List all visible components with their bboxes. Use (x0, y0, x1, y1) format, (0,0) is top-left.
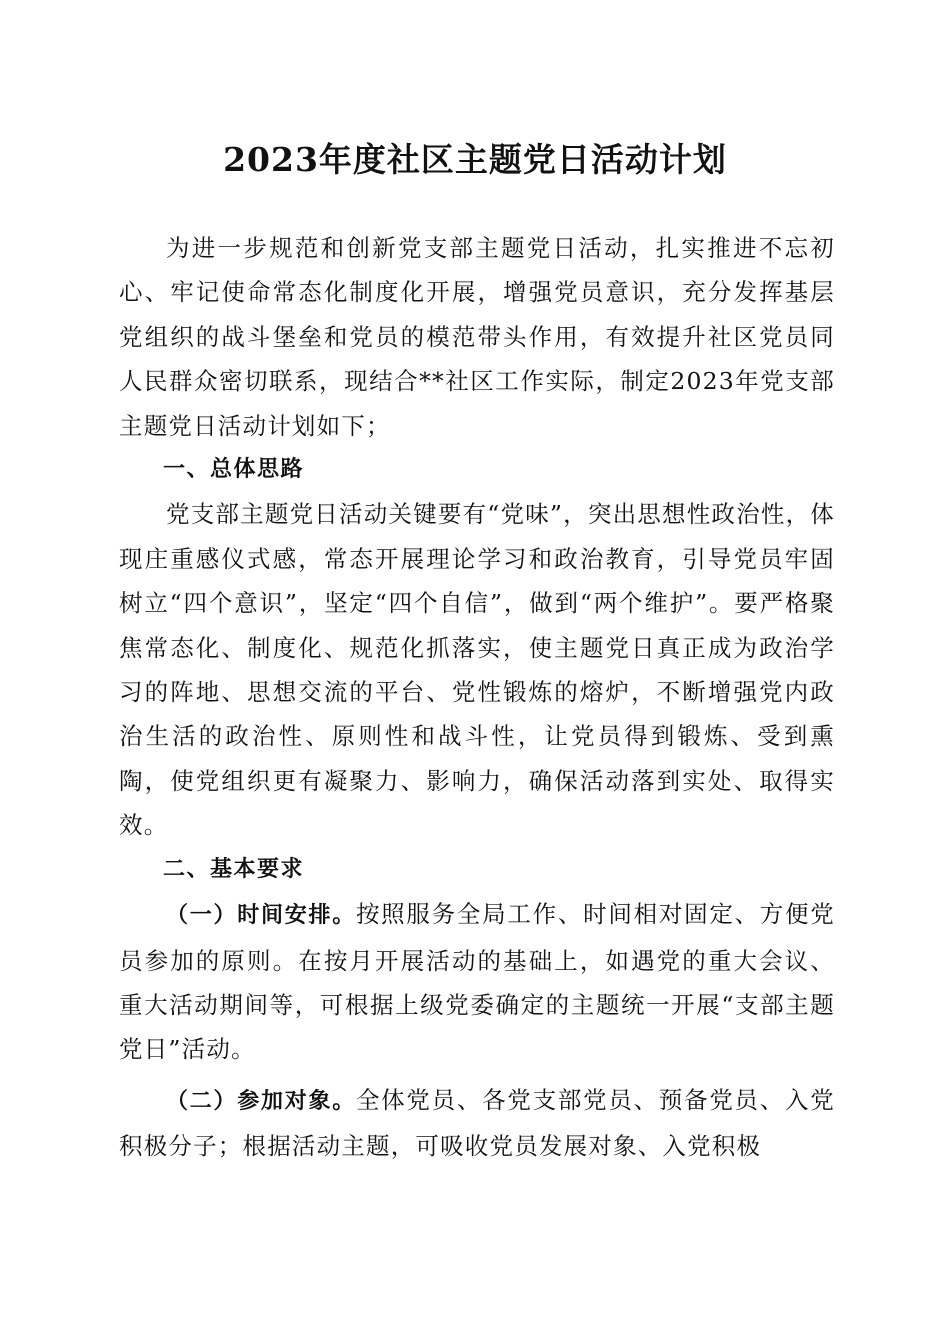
time-arrangement-lead: （一）时间安排。 (166, 903, 356, 929)
time-arrangement-text: 按照服务全局工作、时间相对固定、方便党员参加的原则。在按月开展活动的基础上，如遇党的重大会议、重大活动期间等，可根据上级党委确定的主题统一开展“支部主题党日”活动。 (119, 900, 835, 1064)
intro-paragraph: 为进一步规范和创新党支部主题党日活动，扎实推进不忘初心、牢记使命常态化制度化开展，增强党员意识，充分发挥基层党组织的战斗堡垒和党员的模范带头作用，有效提升社区党员同人民群众密切联系，现结合**社区工作实际，制定2023年党支部主题党日活动计划如下； (119, 234, 835, 440)
section-heading-overall-idea: 一、总体思路 (163, 457, 305, 483)
participants-paragraph (119, 1078, 835, 1169)
participants-lead: （二）参加对象。 (166, 1088, 356, 1114)
section-heading-basic-requirements: 二、基本要求 (163, 856, 305, 882)
document-body (119, 226, 835, 1169)
participants-text: 全体党员、各党支部党员、预备党员、入党积极分子；根据活动主题，可吸收党员发展对象、入党积极 (119, 1085, 835, 1161)
overall-idea-paragraph: 党支部主题党日活动关键要有“党味”，突出思想性政治性，体现庄重感仪式感，常态开展理论学习和政治教育，引导党员牢固树立“四个意识”，坚定“四个自信”，做到“两个维护”。要严格聚焦常态化、制度化、规范化抓落实，使主题党日真正成为政治学习的阵地、思想交流的平台、党性锻炼的熔炉，不断增强党内政治生活的政治性、原则性和战斗性，让党员得到锻炼、受到熏陶，使党组织更有凝聚力、影响力，确保活动落到实处、取得实效。 (119, 500, 835, 840)
document-title: 2023年度社区主题党日活动计划 (223, 140, 727, 179)
time-arrangement-paragraph (119, 892, 835, 1072)
